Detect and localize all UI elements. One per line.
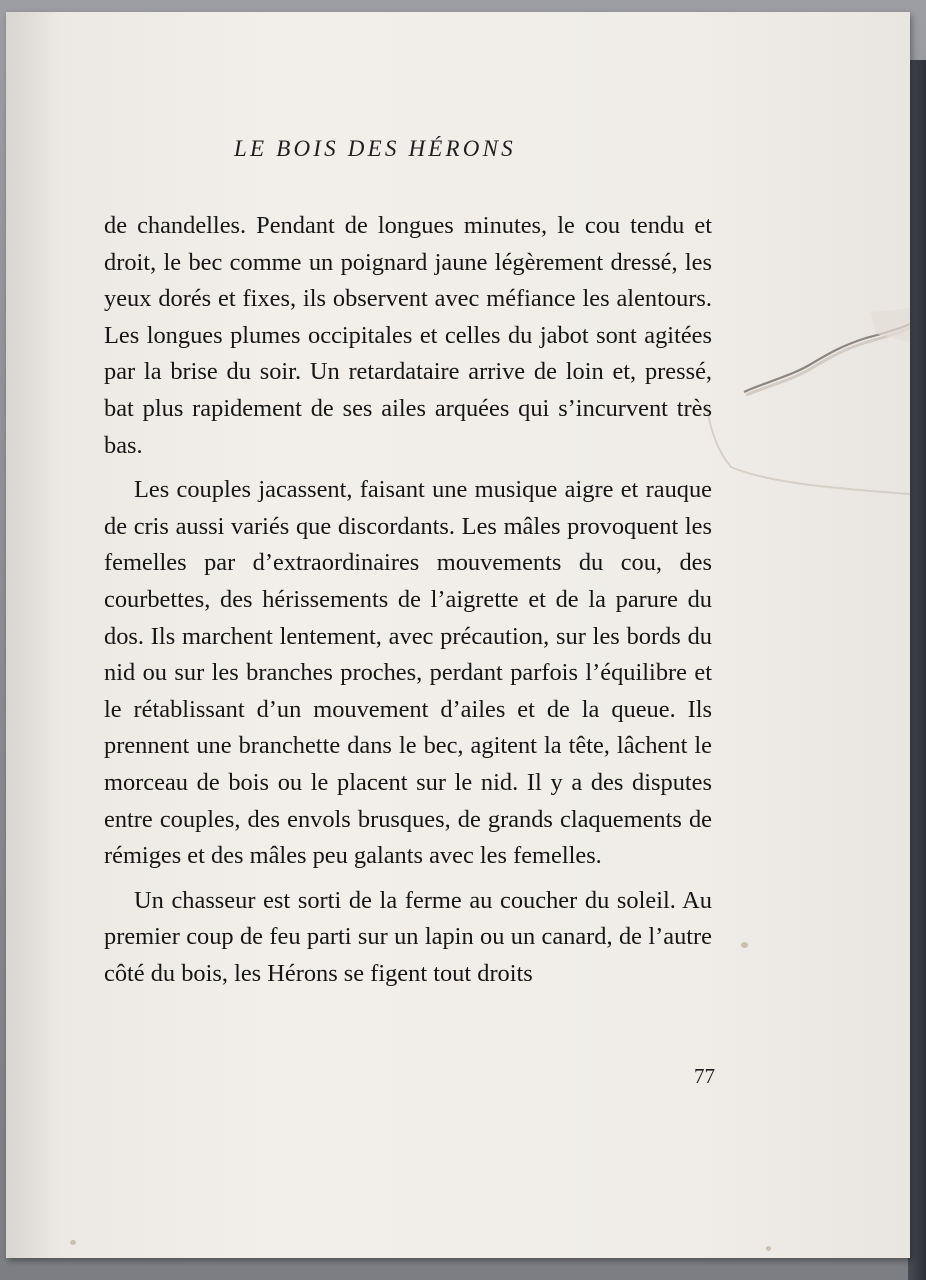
tear-line-upper — [744, 324, 910, 392]
paragraph-2: Les couples jacassent, faisant une musique aigre et rauque de cris aussi variés que discordants. Les mâles provoquent les femelles par d’extraordinaires mouvements du cou, des courbettes, des hérissements de l’aigrette et de la parure du dos. Ils marchent lentement, avec précaution, sur les bords du nid ou sur les branches proches, perdant parfois l’équilibre et le rétablissant d’un mouvement d’ailes et de la queue. Ils prennent une branchette dans le bec, agitent la tête, lâchent le morceau de bois ou le placent sur le nid. Il y a des disputes entre couples, des envols brusques, de grands claquements de rémiges et des mâles peu galants avec les femelles. — [104, 476, 712, 870]
tear-line-shadow — [746, 328, 910, 395]
page-number: 77 — [694, 1064, 715, 1088]
body-text — [104, 208, 712, 1000]
paper-fleck — [70, 1240, 76, 1245]
tear-fold — [871, 308, 910, 342]
paragraph-3: Un chasseur est sorti de la ferme au coucher du soleil. Au premier coup de feu parti sur un lapin ou un canard, de l’autre côté du bois, les Hérons se figent tout droits — [104, 886, 712, 987]
paragraph-1: de chandelles. Pendant de longues minutes, le cou tendu et droit, le bec comme un poignard jaune légèrement dressé, les yeux dorés et fixes, ils observent avec méfiance les alentours. Les longues plumes occipitales et celles du jabot sont agitées par la brise du soir. Un retardataire arrive de loin et, pressé, bat plus rapidement de ses ailes arquées qui s’incurvent très bas. — [104, 212, 712, 459]
tear-line-lower — [706, 404, 910, 494]
book-cover-edge — [908, 60, 926, 1280]
book-page — [6, 12, 910, 1258]
paper-fleck — [741, 942, 748, 948]
running-title: LE BOIS DES HÉRONS — [234, 136, 516, 161]
paper-fleck — [766, 1246, 771, 1251]
